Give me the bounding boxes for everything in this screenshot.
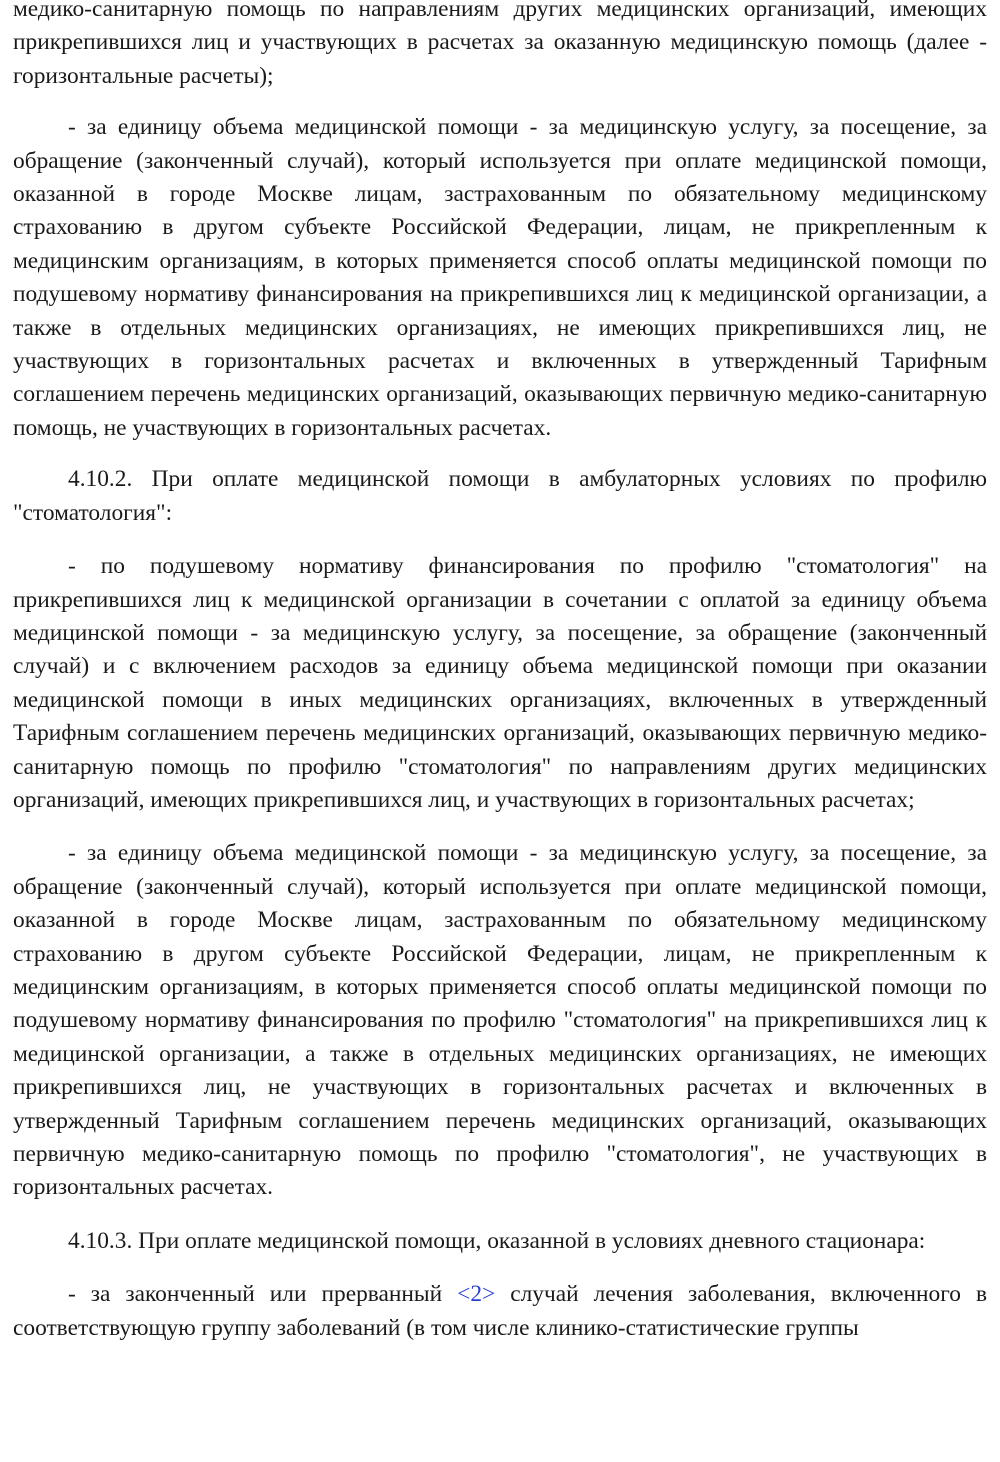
footnote-link-2[interactable]: <2>: [457, 1281, 496, 1308]
paragraph-per-capita-dentistry: - по подушевому нормативу финансирования по профилю "стоматология" на прикрепившихся лиц к медицинской организации в сочетании с оплатой за единицу объема медицинской помощи - за медицинскую услугу, за посещение, за обращение (законченный случай) и с включением расходов за единицу объема медицинской помощи при оказании медицинской помощи в иных медицинских организациях, включенных в утвержденный Тарифным соглашением перечень медицинских организаций, оказывающих первичную медико-санитарную помощь по профилю "стоматология" по направлениям других медицинских организаций, имеющих прикрепившихся лиц, и участвующих в горизонтальных расчетах;: [13, 553, 987, 813]
paragraph-completed-case: [13, 1278, 987, 1345]
paragraph-unit-volume-payment: - за единицу объема медицинской помощи - за медицинскую услугу, за посещение, за обращение (законченный случай), который используется при оплате медицинской помощи, оказанной в городе Москве лицам, застрахованным по обязательному медицинскому страхованию в другом субъекте Российской Федерации, лицам, не прикрепленным к медицинским организациям, в которых применяется способ оплаты медицинской помощи по подушевому нормативу финансирования на прикрепившихся лиц к медицинской организации, а также в отдельных медицинских организациях, не имеющих прикрепившихся лиц, не участвующих в горизонтальных расчетах и включенных в утвержденный Тарифным соглашением перечень медицинских организаций, оказывающих первичную медико-санитарную помощь, не участвующих в горизонтальных расчетах.: [13, 114, 987, 441]
paragraph-section-4-10-2: 4.10.2. При оплате медицинской помощи в амбулаторных условиях по профилю "стоматология":: [13, 466, 987, 526]
paragraph-text-before-link: - за законченный или прерванный: [68, 1281, 458, 1308]
paragraph-text-after-link: случай лечения заболевания, включенного в соответствующую группу заболеваний (в том числе клинико-статистические группы: [13, 1281, 987, 1341]
paragraph-continuation: медико-санитарную помощь по направлениям других медицинских организаций, имеющих прикрепившихся лиц и участвующих в расчетах за оказанную медицинскую помощь (далее - горизонтальные расчеты);: [13, 0, 987, 89]
paragraph-unit-volume-dentistry: - за единицу объема медицинской помощи - за медицинскую услугу, за посещение, за обращение (законченный случай), который используется при оплате медицинской помощи, оказанной в городе Москве лицам, застрахованным по обязательному медицинскому страхованию в другом субъекте Российской Федерации, лицам, не прикрепленным к медицинским организациям, в которых применяется способ оплаты медицинской помощи по подушевому нормативу финансирования по профилю "стоматология" на прикрепившихся лиц к медицинской организации, а также в отдельных медицинских организациях, не имеющих прикрепившихся лиц, не участвующих в горизонтальных расчетах и включенных в утвержденный Тарифным соглашением перечень медицинских организаций, оказывающих первичную медико-санитарную помощь по профилю "стоматология", не участвующих в горизонтальных расчетах.: [13, 840, 987, 1201]
paragraph-section-4-10-3: 4.10.3. При оплате медицинской помощи, оказанной в условиях дневного стационара:: [68, 1227, 926, 1254]
